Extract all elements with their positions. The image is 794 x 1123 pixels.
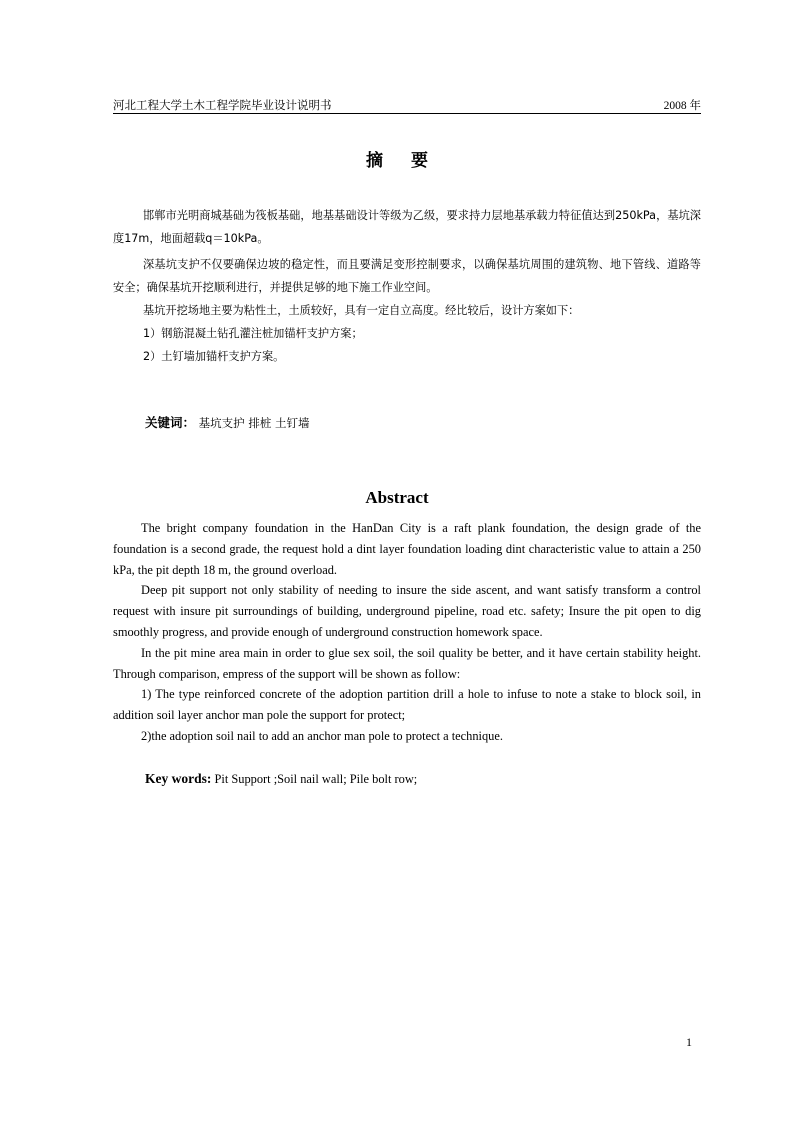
chinese-paragraph-3: 基坑开挖场地主要为粘性土，土质较好，具有一定自立高度。经比较后，设计方案如下：: [143, 304, 580, 317]
english-keywords-value: Pit Support ;Soil nail wall; Pile bolt row;: [214, 772, 418, 786]
english-abstract-title: Abstract: [365, 488, 429, 507]
page-header: [113, 97, 701, 114]
english-abstract-body: [113, 518, 701, 747]
english-paragraph-3: In the pit mine area main in order to glue sex soil, the soil quality be better, and it have certain stability height. Through comparison, empress of the support will be shown as follow:: [113, 645, 701, 681]
english-keywords: [145, 771, 417, 787]
header-year: 2008 年: [663, 100, 701, 112]
english-paragraph-2: Deep pit support not only stability of needing to insure the side ascent, and want satisfy transform a control request with insure pit surroundings of building, underground pipeline, road etc. safety; Insure the pit open to dig smoothly progress, and provide enough of underground construction homework space.: [113, 583, 701, 639]
header-title: 河北工程大学土木工程学院毕业设计说明书: [113, 98, 332, 112]
english-paragraph-5: 2)the adoption soil nail to add an anchor man pole to protect a technique.: [141, 728, 503, 743]
english-keywords-label: Key words:: [145, 771, 212, 786]
chinese-paragraph-5: 2）土钉墙加锚杆支护方案。: [143, 350, 285, 363]
chinese-abstract-title: 摘要: [366, 151, 456, 171]
chinese-keywords-label: 关键词：: [145, 415, 196, 430]
chinese-paragraph-4: 1）钢筋混凝土钻孔灌注桩加锚杆支护方案；: [143, 327, 363, 340]
chinese-paragraph-1: 邯郸市光明商城基础为筏板基础，地基基础设计等级为乙级，要求持力层地基承载力特征值达到250kPa，基坑深度17m，地面超载q＝10kPa。: [113, 209, 701, 245]
page-number: 1: [686, 1035, 692, 1049]
chinese-keywords-value: 基坑支护 排桩 土钉墙: [198, 416, 310, 430]
english-paragraph-4: 1) The type reinforced concrete of the adoption partition drill a hole to infuse to note a stake to block soil, in addition soil layer anchor man pole the support for protect;: [113, 687, 701, 723]
english-paragraph-1: The bright company foundation in the HanDan City is a raft plank foundation, the design grade of the foundation is a second grade, the request hold a dint layer foundation loading dint characteristic value to attain a 250 kPa, the pit depth 18 m, the ground overload.: [113, 521, 701, 577]
chinese-keywords: [145, 413, 309, 431]
chinese-abstract-body: [113, 204, 701, 368]
chinese-paragraph-2: 深基坑支护不仅要确保边坡的稳定性，而且要满足变形控制要求，以确保基坑周围的建筑物、地下管线、道路等安全；确保基坑开挖顺利进行，并提供足够的地下施工作业空间。: [113, 258, 701, 294]
